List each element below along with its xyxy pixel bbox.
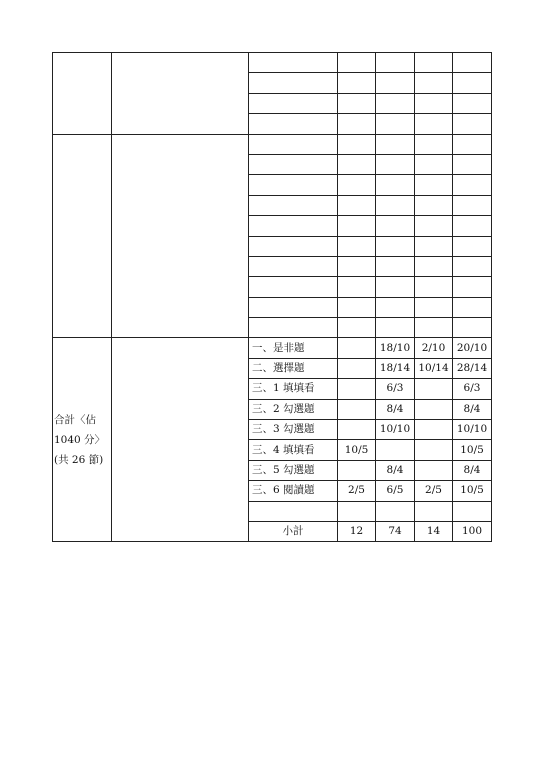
question-type [249,501,338,521]
score-cell [376,440,415,460]
score-cell: 8/4 [453,399,492,419]
score-cell [338,399,376,419]
total-label-cell [53,338,112,542]
score-cell [415,420,453,440]
score-cell [338,460,376,480]
score-cell: 6/3 [453,379,492,399]
total-label-line: 1040 分〉 [54,433,106,446]
table-row [53,338,492,358]
score-cell: 18/10 [376,338,415,358]
objective-cell [112,53,249,135]
score-cell: 10/5 [453,440,492,460]
score-cell: 2/5 [338,481,376,501]
score-cell: 2/5 [415,481,453,501]
question-type: 三、5 勾選題 [249,460,338,480]
score-cell: 28/14 [453,358,492,378]
unit-cell [53,53,112,135]
score-distribution-table [52,52,492,542]
score-cell: 8/4 [453,460,492,480]
score-cell: 2/10 [415,338,453,358]
question-type: 三、2 勾選題 [249,399,338,419]
question-type: 三、6 閱讀題 [249,481,338,501]
subtotal-cell: 74 [376,521,415,541]
question-type: 二、選擇題 [249,358,338,378]
score-cell [338,338,376,358]
score-cell: 18/14 [376,358,415,378]
subtotal-cell: 12 [338,521,376,541]
score-cell: 10/10 [376,420,415,440]
table-row [53,134,492,154]
score-cell [338,379,376,399]
objective-cell [112,338,249,542]
score-cell [453,501,492,521]
score-cell [338,358,376,378]
question-type: 一、是非題 [249,338,338,358]
score-cell [338,501,376,521]
score-cell: 10/5 [453,481,492,501]
score-cell: 10/5 [338,440,376,460]
score-cell: 6/3 [376,379,415,399]
score-cell [415,399,453,419]
score-cell [415,379,453,399]
score-cell: 8/4 [376,460,415,480]
question-type: 三、3 勾選題 [249,420,338,440]
score-cell [415,440,453,460]
subtotal-cell: 14 [415,521,453,541]
score-cell: 10/14 [415,358,453,378]
table-row [53,53,492,73]
subtotal-cell: 100 [453,521,492,541]
score-cell [338,420,376,440]
score-cell: 6/5 [376,481,415,501]
score-cell [415,501,453,521]
score-cell [415,460,453,480]
subtotal-label: 小計 [249,521,338,541]
score-cell: 8/4 [376,399,415,419]
objective-cell [112,134,249,338]
score-cell [376,501,415,521]
question-type: 三、4 填填看 [249,440,338,460]
total-label-line: 合計〈佔 [54,413,96,426]
total-label-line: (共 26 節) [54,453,104,466]
question-type: 三、1 填填看 [249,379,338,399]
score-cell: 10/10 [453,420,492,440]
unit-cell [53,134,112,338]
score-cell: 20/10 [453,338,492,358]
